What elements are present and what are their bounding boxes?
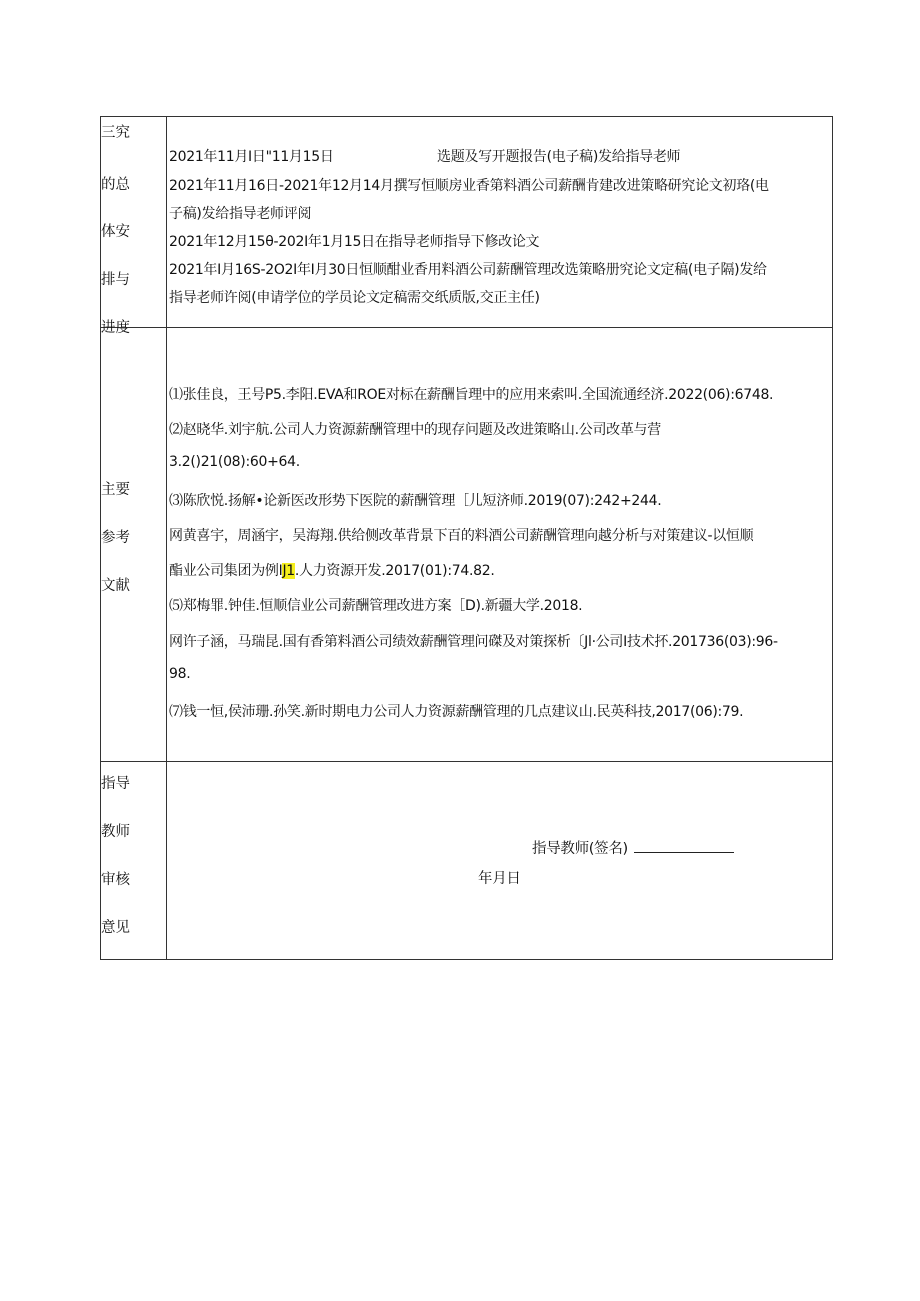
reference-item: ⑴张佳良，王号P5.李阳.EVA和ROE对标在薪酬旨理中的应用来索叫.全国流通经济.2022(06):6748. (169, 387, 774, 403)
schedule-date: 2021年11月I日"11月15日 (169, 149, 334, 165)
references-row (101, 328, 832, 762)
references-label-line: 参考 (101, 530, 130, 546)
review-date: 年月日 (478, 871, 521, 887)
schedule-label-line: 的总 (101, 177, 130, 193)
schedule-row (101, 117, 832, 336)
highlighted-text: J1 (282, 563, 295, 579)
schedule-line: 2021年11月16日-2021年12月14月撰写恒顺房业香第料酒公司薪酬肯建改进策略研究论文初珞(电 (169, 178, 769, 194)
schedule-label-cell (101, 117, 167, 336)
references-content-cell (167, 328, 832, 761)
references-label-cell (101, 328, 167, 761)
review-label-line: 指导 (101, 776, 130, 792)
signature-label: 指导教师(签名) (532, 841, 628, 857)
reference-text: .人力资源开发.2017(01):74.82. (294, 563, 495, 579)
schedule-label-line: 三究 (101, 125, 130, 141)
schedule-label-line: 排与 (101, 272, 130, 288)
schedule-task: 选题及写开题报告(电子稿)发给指导老师 (437, 149, 681, 165)
schedule-line: 2021年I月16S-2O2I年I月30日恒顺酣业香用料酒公司薪酬管理改选策略册究论文定稿(电子隔)发给 (169, 262, 767, 278)
schedule-label-line: 进度 (101, 320, 130, 336)
reference-item: 网许子涵，马瑞昆.国有香第料酒公司绩效薪酬管理问磔及对策探析〔Jl·公司I技术抔.201736(03):96- (169, 634, 778, 650)
schedule-line: 指导老师许阅(申请学位的学员论文定稿需交纸质版,交正主任) (169, 290, 540, 306)
reference-item: 98. (169, 666, 191, 682)
reference-item: ⑺钱一恒,侯沛珊.孙笑.新时期电力公司人力资源薪酬管理的几点建议山.民英科技,2017(06):79. (169, 704, 744, 720)
review-label-line: 教师 (101, 824, 130, 840)
schedule-line (169, 146, 681, 166)
references-label-line: 文献 (101, 578, 130, 594)
signature-input-line[interactable] (634, 840, 734, 853)
reference-item: ⑶陈欣悦.扬解•论新医改形势下医院的薪酬管理［儿短济师.2019(07):242+244. (169, 493, 662, 509)
schedule-line: 子稿)发给指导老师评阅 (169, 206, 312, 222)
schedule-label-line: 体安 (101, 224, 130, 240)
schedule-content-cell (167, 117, 832, 327)
review-row (101, 762, 832, 960)
reference-item: ⑵赵晓华.刘宇航.公司人力资源薪酬管理中的现存问题及改进策略山.公司改革与营 (169, 422, 661, 438)
review-content-cell (167, 762, 832, 960)
review-label-line: 意见 (101, 920, 130, 936)
references-label-line: 主要 (101, 482, 130, 498)
reference-item: ⑸郑梅罪.钟佳.恒顺信业公司薪酬管理改进方案［D).新疆大学.2018. (169, 598, 583, 614)
thesis-form-table (100, 116, 833, 960)
review-label-line: 审核 (101, 872, 130, 888)
reference-text: 酯业公司集团为例I (169, 563, 283, 579)
signature-field (532, 837, 734, 858)
reference-item: 网黄喜宇，周涵宇，吴海翔.供给侧改革背景下百的料酒公司薪酬管理向越分析与对策建议-以恒顺 (169, 528, 754, 544)
reference-item: 3.2()21(08):60+64. (169, 454, 300, 470)
schedule-line: 2021年12月15θ-202I年1月15日在指导老师指导下修改论文 (169, 234, 540, 250)
reference-item (169, 560, 495, 580)
review-label-cell (101, 762, 167, 960)
